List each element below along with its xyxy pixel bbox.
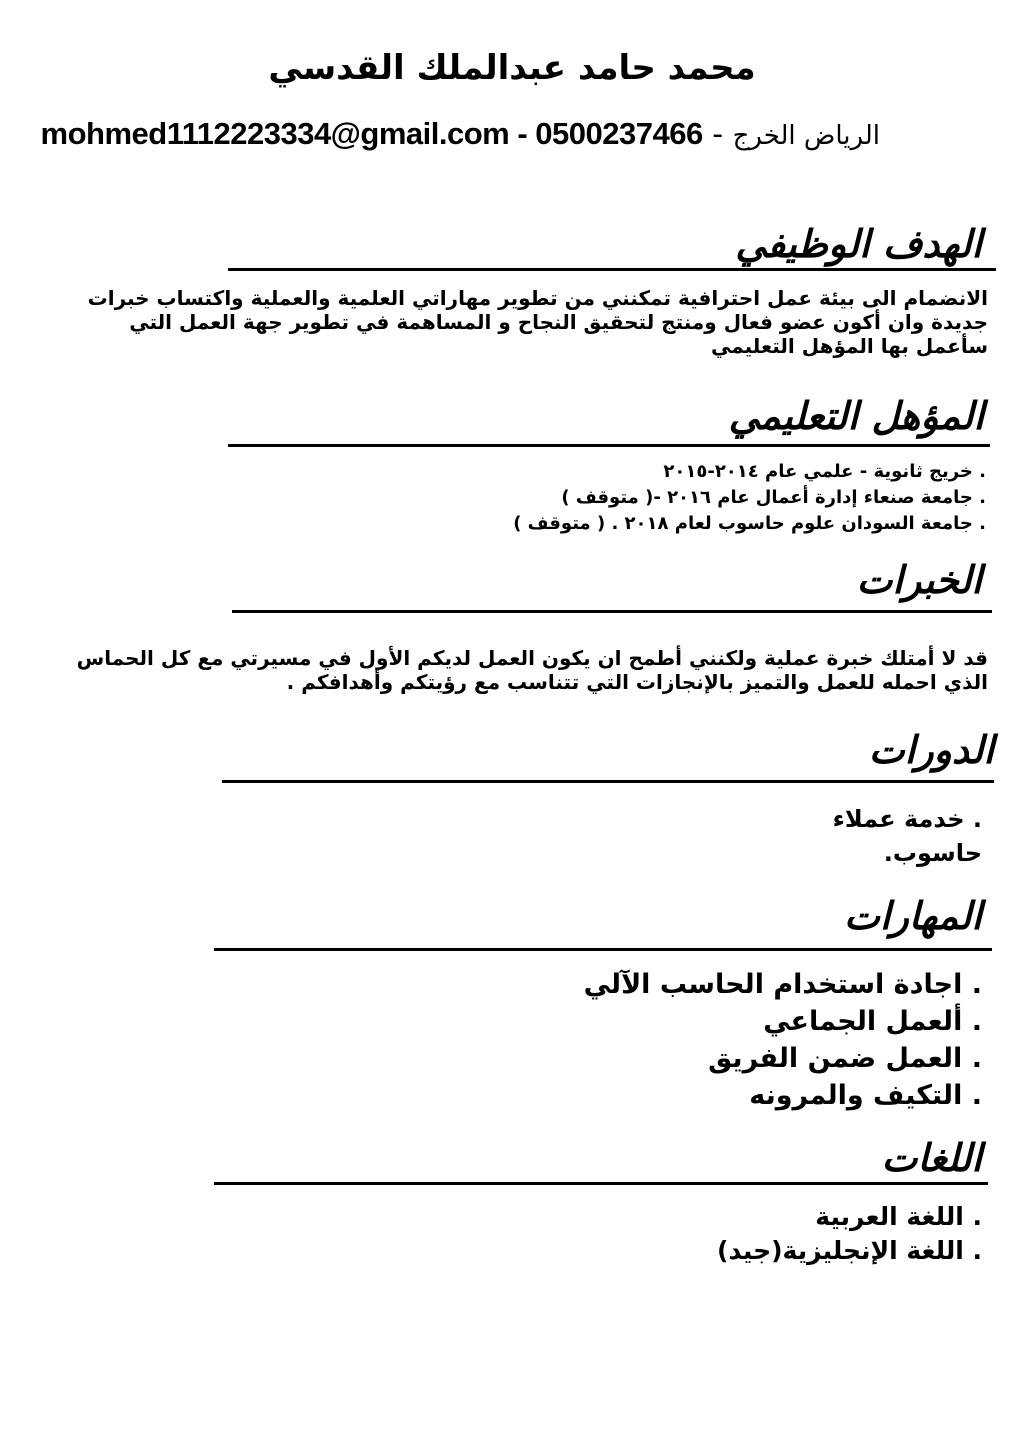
education-item: . جامعة السودان علوم حاسوب لعام ٢٠١٨ . ( متوقف )	[513, 513, 986, 534]
location-text: الرياض الخرج	[732, 121, 880, 151]
education-list	[426, 459, 986, 537]
experience-text: قد لا أمتلك خبرة عملية ولكنني أطمح ان يكون العمل لديكم الأول في مسيرتي مع كل الحماس الذي احمله للعمل والتميز بالإنجازات التي تتناسب مع رؤيتكم وأهدافكم .	[76, 646, 988, 694]
course-item: حاسوب.	[883, 839, 982, 867]
languages-rule	[214, 1182, 988, 1185]
courses-rule	[222, 780, 994, 783]
candidate-name: محمد حامد عبدالملك القدسي	[268, 48, 756, 88]
skills-list	[542, 966, 982, 1114]
languages-list	[662, 1200, 982, 1268]
experience-rule	[232, 610, 992, 613]
objective-rule	[228, 268, 996, 271]
skills-heading: المهارات	[844, 894, 982, 938]
language-item: . اللغة العربية	[815, 1202, 982, 1231]
contact-line	[40, 116, 880, 152]
education-item: . خريج ثانوية - علمي عام ٢٠١٤-٢٠١٥	[663, 461, 986, 482]
skill-item: . ألعمل الجماعي	[763, 1006, 982, 1037]
skill-item: . العمل ضمن الفريق	[708, 1043, 982, 1074]
skill-item: . اجادة استخدام الحاسب الآلي	[583, 969, 982, 1000]
objective-text: الانضمام الى بيئة عمل احترافية تمكنني من تطوير مهاراتي العلمية والعملية واكتساب خبرات جديدة وان أكون عضو فعال ومنتج لتحقيق النجاح و المساهمة في تطوير جهة العمل التي سأعمل بها المؤهل التعليمي	[87, 286, 988, 358]
courses-list	[682, 802, 982, 870]
courses-heading: الدورات	[868, 728, 994, 772]
languages-heading: اللغات	[881, 1136, 982, 1180]
education-heading: المؤهل التعليمي	[728, 394, 984, 438]
skills-rule	[214, 948, 992, 951]
objective-heading: الهدف الوظيفي	[735, 222, 982, 266]
contact-separator: -	[702, 117, 733, 152]
education-item: . جامعة صنعاء إدارة أعمال عام ٢٠١٦ -( متوقف )	[561, 487, 986, 508]
language-item: . اللغة الإنجليزية(جيد)	[717, 1236, 982, 1265]
education-rule	[228, 444, 990, 447]
experience-heading: الخبرات	[856, 558, 982, 602]
course-item: . خدمة عملاء	[832, 805, 982, 833]
skill-item: . التكيف والمرونه	[749, 1080, 982, 1111]
email-phone-text: mohmed1112223334@gmail.com - 0500237466	[40, 116, 703, 151]
